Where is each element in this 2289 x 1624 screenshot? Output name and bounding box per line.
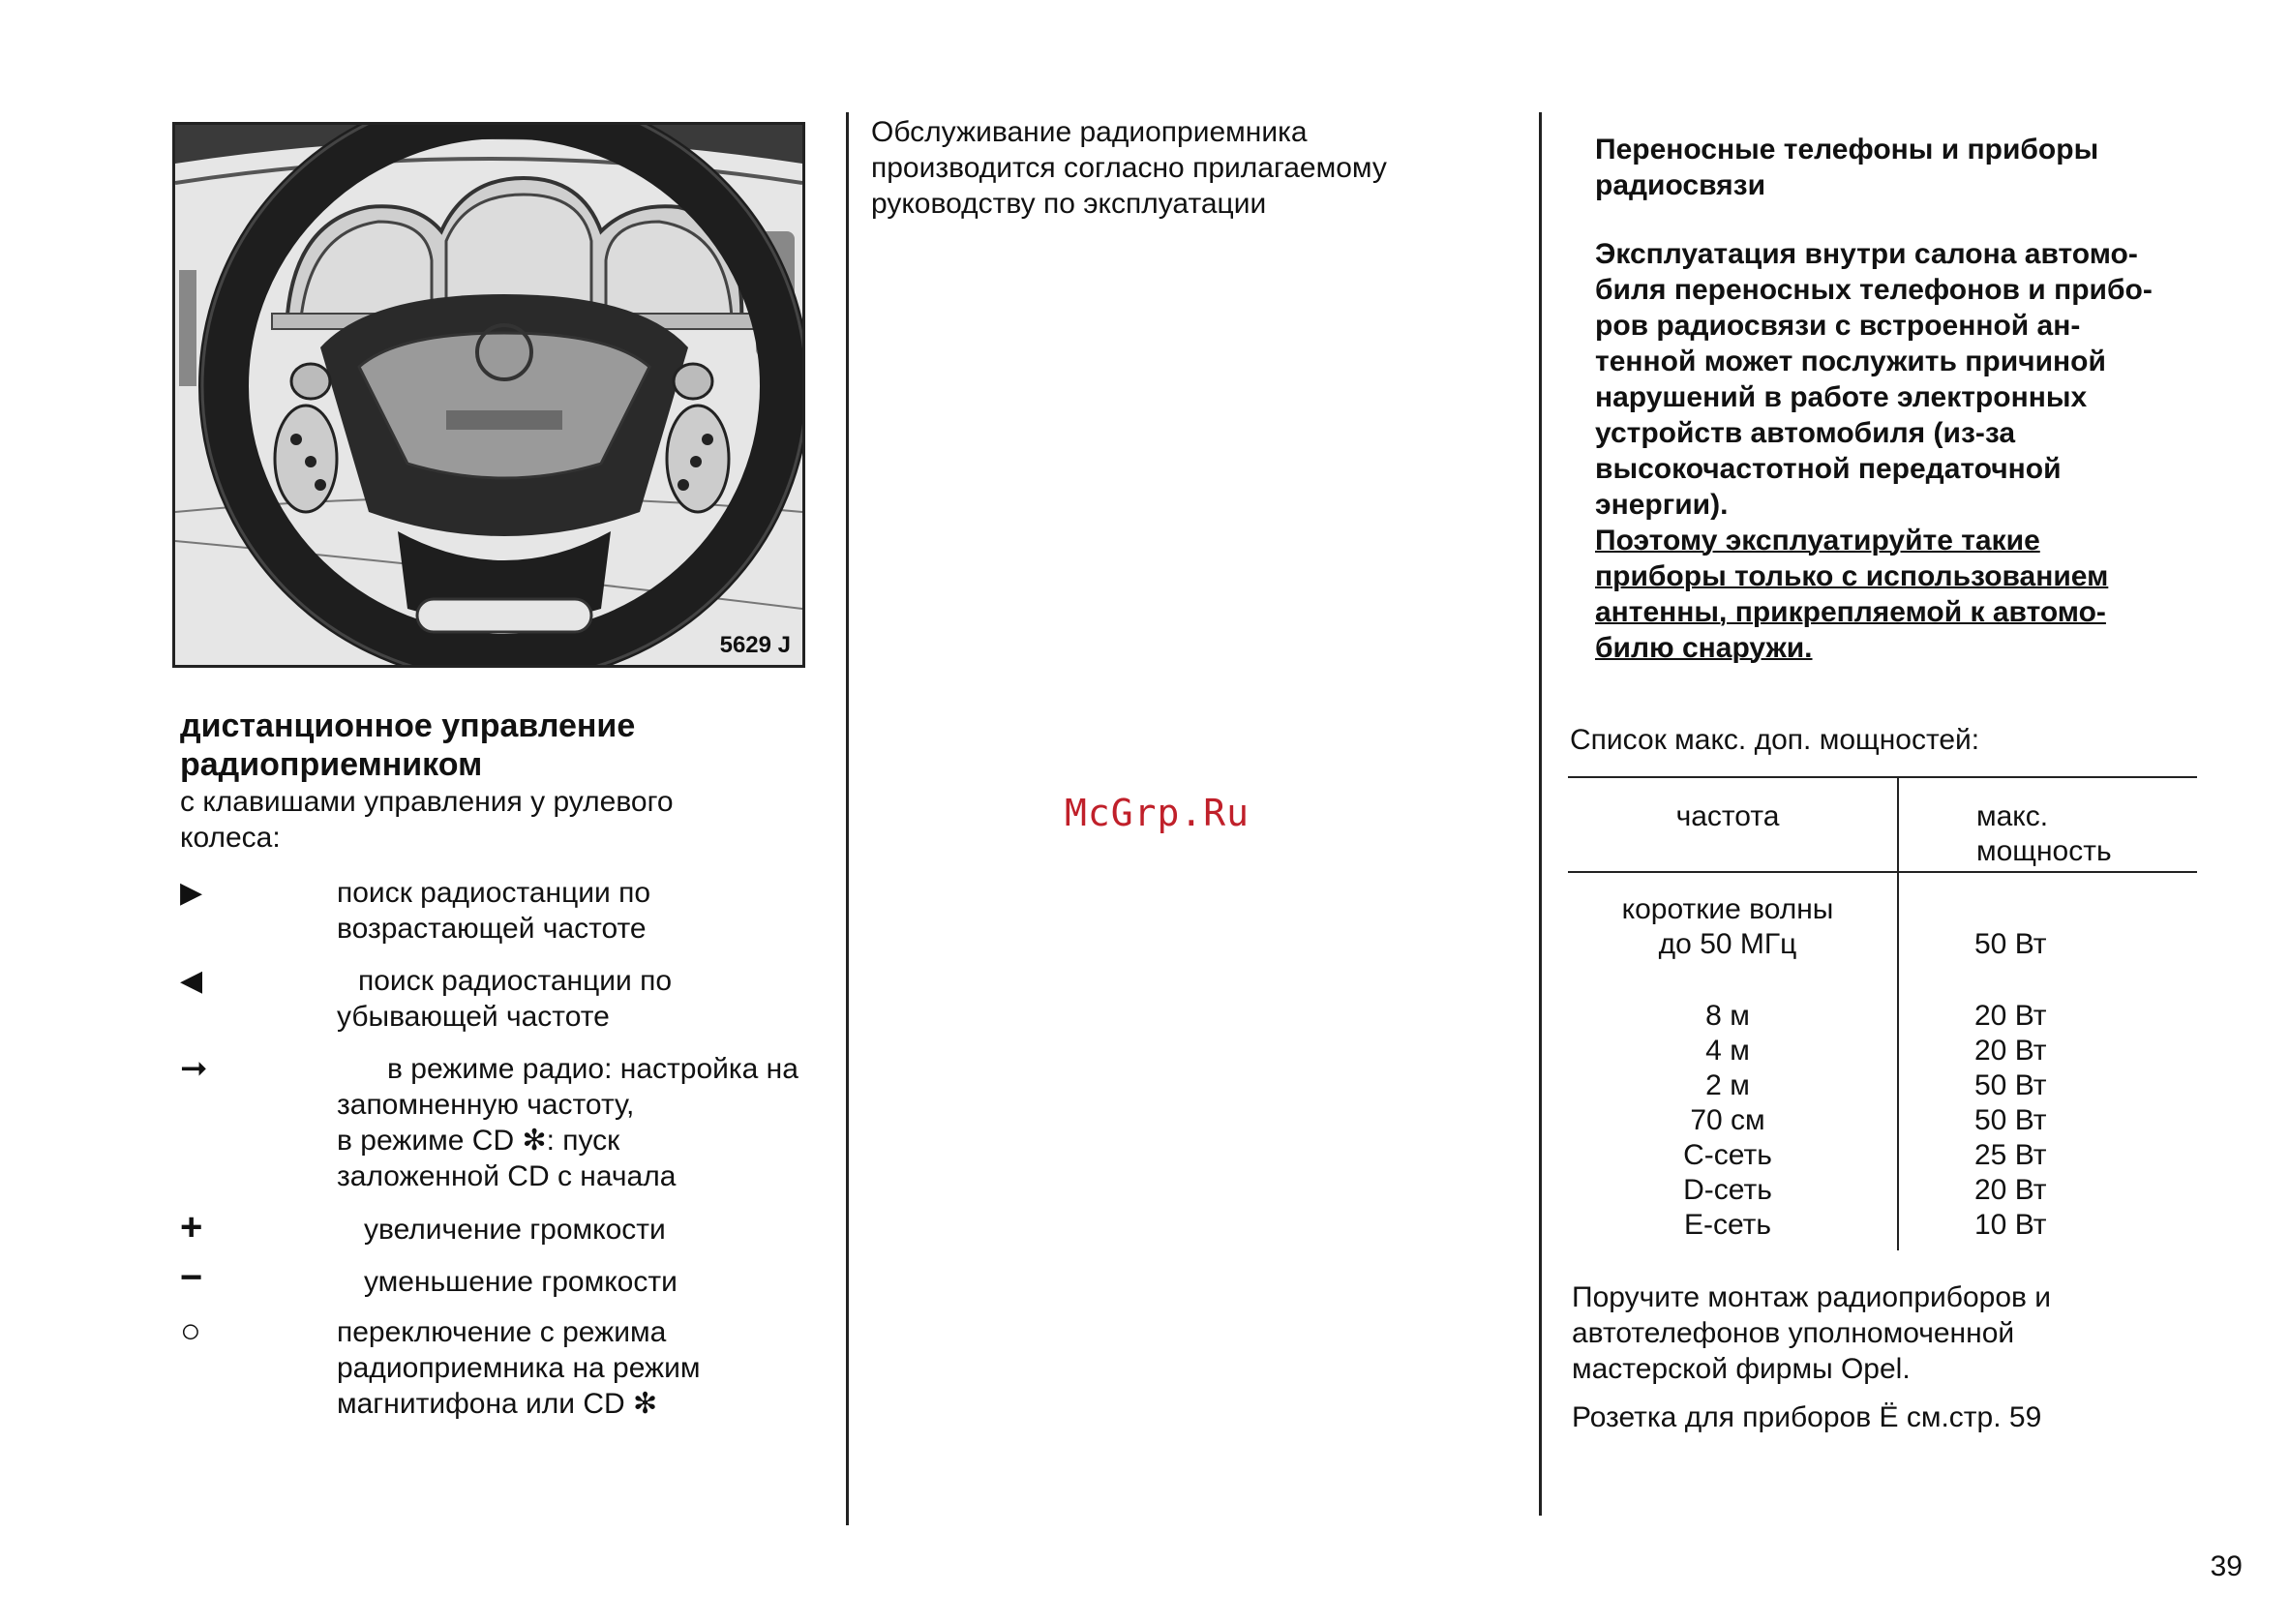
minus-icon: − <box>180 1256 203 1299</box>
cell-line: короткие волны <box>1621 893 1834 925</box>
footer-line: Поручите монтаж радиоприборов и <box>1572 1281 2052 1313</box>
control-description <box>337 875 650 947</box>
warning-line: приборы только с использованием <box>1595 560 2109 592</box>
footer-line: мастерской фирмы Opel. <box>1572 1353 1911 1385</box>
control-description <box>337 1314 701 1422</box>
table-cell-frequency: 70 см <box>1690 1104 1765 1136</box>
cell-line: до 50 МГц <box>1658 928 1797 960</box>
control-line: заложенной CD с начала <box>337 1160 677 1192</box>
middle-note <box>871 114 1529 222</box>
table-header-frequency: частота <box>1675 800 1780 832</box>
arrow-right-icon: ➞ <box>180 1050 208 1087</box>
para-line: тенной может послужить причиной <box>1595 346 2106 377</box>
control-line: поиск радиостанции по <box>337 877 651 909</box>
table-cell-frequency: 2 м <box>1705 1069 1750 1101</box>
control-line: поиск радиостанции по <box>358 965 673 997</box>
table-cell-power: 50 Вт <box>1974 1069 2047 1101</box>
control-description <box>337 963 672 1035</box>
control-line: уменьшение громкости <box>364 1266 678 1298</box>
table-column-divider <box>1897 776 1899 1250</box>
table-header-rule <box>1568 871 2197 873</box>
triangle-left-icon: ◀ <box>180 965 203 997</box>
table-cell-frequency: 8 м <box>1705 1000 1750 1032</box>
middle-line: производится согласно прилагаемому <box>871 152 1387 184</box>
table-cell-power: 10 Вт <box>1974 1209 2047 1241</box>
table-cell-frequency: 4 м <box>1705 1035 1750 1067</box>
control-line: увеличение громкости <box>364 1214 666 1246</box>
triangle-right-icon: ▶ <box>180 877 203 909</box>
caption-title <box>180 707 838 784</box>
para-line: энергии). <box>1595 489 1729 521</box>
warning-line: Поэтому эксплуатируйте такие <box>1595 525 2040 556</box>
warning-line: билю снаружи. <box>1595 632 1813 664</box>
control-description <box>364 1264 678 1300</box>
table-cell-power: 20 Вт <box>1974 1174 2047 1206</box>
table-header-power <box>1976 799 2112 869</box>
socket-note: Розетка для приборов Ё см.стр. 59 <box>1572 1401 2042 1433</box>
caption-subtitle <box>180 784 838 856</box>
watermark: McGrp.Ru <box>1065 792 1250 834</box>
control-line: возрастающей частоте <box>337 913 647 945</box>
figure-label: 5629 J <box>719 632 791 658</box>
para-line: высокочастотной передаточной <box>1595 453 2062 485</box>
middle-line: руководству по эксплуатации <box>871 188 1267 220</box>
control-line: запомненную частоту, <box>337 1089 635 1121</box>
table-cell-power: 20 Вт <box>1974 1000 2047 1032</box>
warning-line: антенны, прикрепляемой к автомо- <box>1595 596 2106 628</box>
circle-icon: ○ <box>180 1310 201 1350</box>
table-top-rule <box>1568 776 2197 778</box>
heading-line: радиосвязи <box>1595 169 1766 201</box>
control-line: радиоприемника на режим <box>337 1352 701 1384</box>
page-number: 39 <box>2210 1550 2243 1582</box>
table-cell-power: 50 Вт <box>1974 1104 2047 1136</box>
control-line: переключение с режима <box>337 1316 667 1348</box>
footer-note <box>1572 1279 2249 1387</box>
control-line: магнитифона или CD ✻ <box>337 1388 658 1420</box>
table-cell-power: 25 Вт <box>1974 1139 2047 1171</box>
para-line: нарушений в работе электронных <box>1595 381 2088 413</box>
column-divider-right <box>1539 112 1542 1516</box>
control-line: в режиме радио: настройка на <box>387 1053 798 1085</box>
para-line: Эксплуатация внутри салона автомо- <box>1595 238 2138 270</box>
list-title: Список макс. доп. мощностей: <box>1570 724 1980 756</box>
table-cell-frequency: Е-сеть <box>1683 1209 1772 1241</box>
steering-wheel-illustration <box>175 125 802 665</box>
table-cell-frequency: С-сеть <box>1683 1139 1772 1171</box>
para-line: ров радиосвязи с встроенной ан- <box>1595 310 2081 342</box>
steering-wheel-figure <box>172 122 805 668</box>
control-description <box>364 1212 666 1248</box>
column-divider-left <box>846 112 849 1525</box>
control-line: в режиме CD ✻: пуск <box>337 1125 620 1157</box>
middle-line: Обслуживание радиоприемника <box>871 116 1308 148</box>
table-cell-power: 50 Вт <box>1974 928 2047 960</box>
para-line: устройств автомобиля (из-за <box>1595 417 2016 449</box>
control-description <box>337 1051 798 1194</box>
para-line: биля переносных телефонов и прибо- <box>1595 274 2153 306</box>
plus-icon: + <box>180 1206 203 1248</box>
caption-sub-line: с клавишами управления у рулевого <box>180 786 674 818</box>
table-cell-frequency <box>1568 892 1887 962</box>
header-line: макс. <box>1976 800 2049 832</box>
caption-title-line: радиоприемником <box>180 746 483 783</box>
right-heading <box>1595 132 2253 203</box>
header-line: мощность <box>1976 835 2112 867</box>
table-cell-frequency: D-сеть <box>1683 1174 1772 1206</box>
footer-line: автотелефонов уполномоченной <box>1572 1317 2015 1349</box>
heading-line: Переносные телефоны и приборы <box>1595 134 2099 165</box>
right-paragraph <box>1595 236 2253 523</box>
table-cell-power: 20 Вт <box>1974 1035 2047 1067</box>
caption-sub-line: колеса: <box>180 822 281 854</box>
warning-text <box>1595 523 2253 666</box>
caption-title-line: дистанционное управление <box>180 707 636 744</box>
control-line: убывающей частоте <box>337 1001 610 1033</box>
